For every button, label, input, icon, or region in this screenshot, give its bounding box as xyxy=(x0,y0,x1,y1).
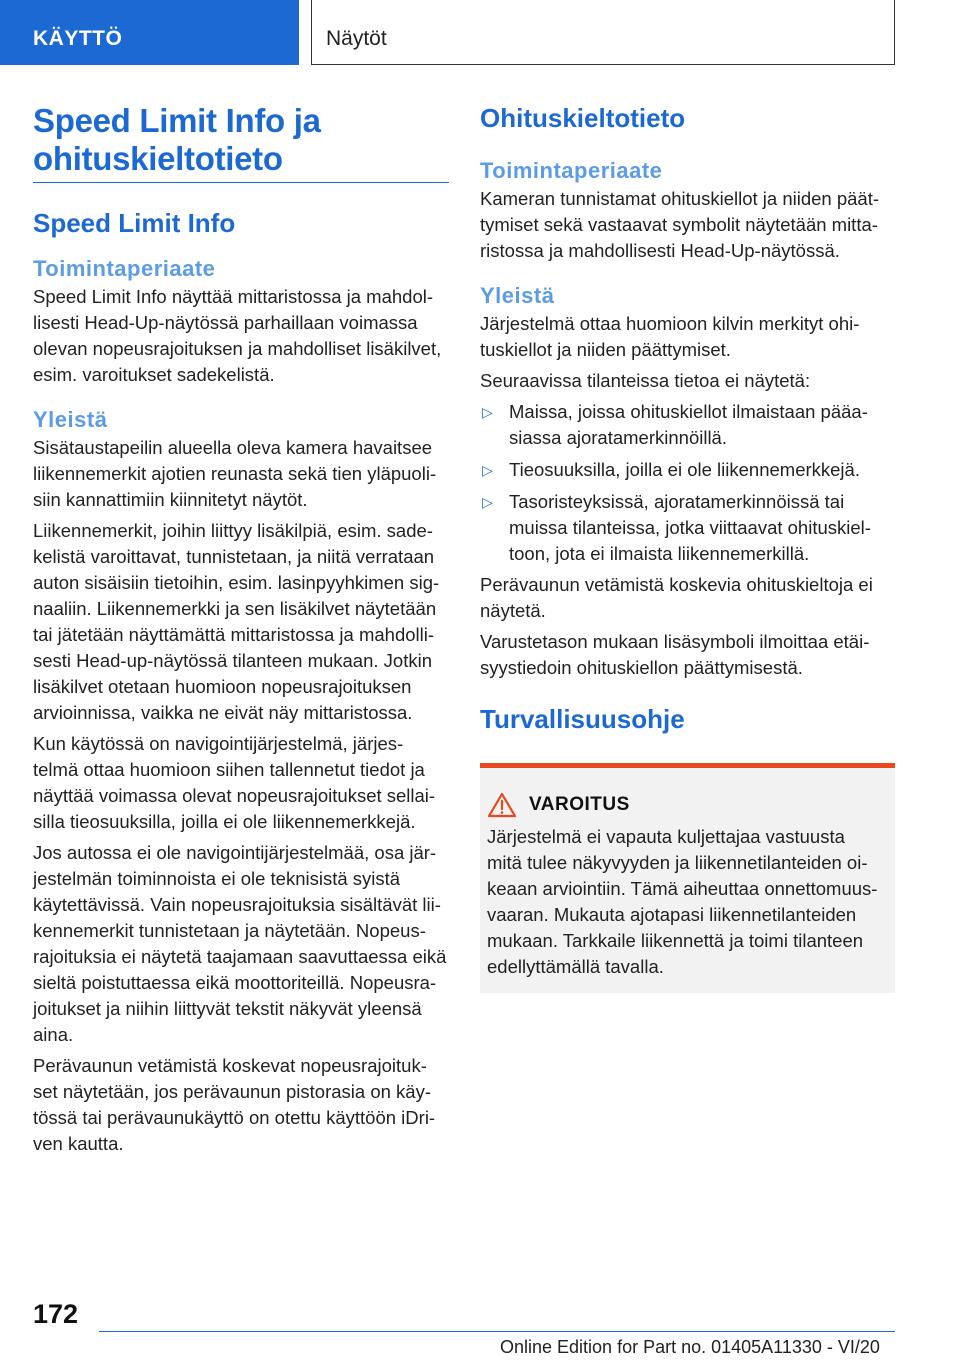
heading-speed-limit-info: Speed Limit Info xyxy=(33,208,236,238)
text-line: mukaan. Tarkkaile liikennettä ja toimi tilanteen xyxy=(487,930,864,951)
text-line: näyttää voimassa olevat nopeusrajoitukset sellai- xyxy=(33,785,436,806)
text-line: set näytetään, jos perävaunun pistorasia on käy- xyxy=(33,1081,431,1102)
subheading-general: Yleistä xyxy=(480,283,555,308)
text-line: esim. varoitukset sadekelistä. xyxy=(33,364,275,385)
bullet-triangle-icon: ▷ xyxy=(482,494,493,510)
exceptions-list xyxy=(480,399,896,567)
text-line: käytettävissä. Vain nopeusrajoituksia sisältävät lii- xyxy=(33,894,441,915)
paragraph xyxy=(33,518,449,726)
text-line: tymiset sekä vastaavat symbolit näytetään mitta- xyxy=(480,214,878,235)
paragraph xyxy=(480,629,896,681)
text-line: tössä tai perävaunukäyttö on otettu käyttöön iDri- xyxy=(33,1107,436,1128)
text-line: siassa ajoratamerkinnöillä. xyxy=(509,427,727,448)
text-line: tai jätetään näyttämättä mittaristossa ja mahdolli- xyxy=(33,624,435,645)
title-divider xyxy=(33,182,449,183)
text-line: Maissa, joissa ohituskiellot ilmaistaan pääa- xyxy=(509,401,868,422)
text-line: Järjestelmä ei vapauta kuljettajaa vastuusta xyxy=(487,826,845,847)
text-line: Perävaunun vetämistä koskevat nopeusrajoituk- xyxy=(33,1055,427,1076)
text-line: syystiedoin ohituskiellon päättymisestä. xyxy=(480,657,803,678)
text-line: kennemerkit tunnistetaan ja näytetään. Nopeus- xyxy=(33,920,426,941)
text-line: telmä ottaa huomioon siihen tallennetut tiedot ja xyxy=(33,759,425,780)
text-line: Tasoristeyksissä, ajoratamerkinnöissä tai xyxy=(509,491,845,512)
right-column xyxy=(480,102,896,735)
warning-text xyxy=(487,824,885,980)
text-line: Kun käytössä on navigointijärjestelmä, järjes- xyxy=(33,733,404,754)
warning-box xyxy=(480,763,895,993)
footer-divider xyxy=(99,1331,895,1332)
text-line: Kameran tunnistamat ohituskiellot ja niiden päät- xyxy=(480,188,880,209)
text-line: aina. xyxy=(33,1024,74,1045)
paragraph xyxy=(480,311,896,363)
text-line: sieltä poistuttaessa eikä moottoriteillä. Nopeusra- xyxy=(33,972,437,993)
heading-overtaking-info: Ohituskieltotieto xyxy=(480,103,686,133)
text-line: Speed Limit Info näyttää mittaristossa ja mahdol- xyxy=(33,286,433,307)
paragraph xyxy=(33,840,449,1048)
paragraph xyxy=(33,435,449,513)
chapter-tab[interactable]: KÄYTTÖ xyxy=(0,0,299,65)
text-line: sesti Head-up-näytössä tilanteen mukaan. Jotkin xyxy=(33,650,432,671)
text-line: jestelmän toiminnoista ei ole teknisistä syistä xyxy=(33,868,401,889)
page-title xyxy=(33,102,449,178)
text-line: Varustetason mukaan lisäsymboli ilmoittaa etäi- xyxy=(480,631,870,652)
list-item xyxy=(480,399,896,451)
paragraph-principle xyxy=(33,284,449,388)
text-line: lisesti Head-Up-näytössä parhaillaan voimassa xyxy=(33,312,418,333)
list-item xyxy=(480,489,896,567)
text-line: lisäkilvet otetaan huomioon nopeusrajoituksen xyxy=(33,676,412,697)
warning-triangle-icon xyxy=(487,792,517,818)
text-line: vaaran. Mukauta ajotapasi liikennetilanteiden xyxy=(487,904,857,925)
text-line: edellyttämällä tavalla. xyxy=(487,956,664,977)
left-column xyxy=(33,102,449,1157)
text-line: naaliin. Liikennemerkki ja sen lisäkilvet näytetään xyxy=(33,598,437,619)
subheading-principle: Toimintaperiaate xyxy=(33,256,216,281)
text-line: Tieosuuksilla, joilla ei ole liikennemerkkejä. xyxy=(509,459,860,480)
text-line: joitukset ja niihin liittyvät tekstit näkyvät yleensä xyxy=(33,998,422,1019)
bullet-triangle-icon: ▷ xyxy=(482,404,493,420)
text-line: tuskiellot ja niiden päättymiset. xyxy=(480,339,731,360)
text-line: toon, jota ei ilmaista liikennemerkillä. xyxy=(509,543,810,564)
paragraph xyxy=(480,572,896,624)
paragraph xyxy=(33,731,449,835)
bullet-triangle-icon: ▷ xyxy=(482,462,493,478)
subheading-principle: Toimintaperiaate xyxy=(480,158,663,183)
text-line: Perävaunun vetämistä koskevia ohituskieltoja ei xyxy=(480,574,873,595)
text-line: ristossa ja mahdollisesti Head-Up-näytössä. xyxy=(480,240,840,261)
text-line: mitä tulee näkyvyyden ja liikennetilanteiden oi- xyxy=(487,852,868,873)
paragraph-principle xyxy=(480,186,896,264)
paragraph: Seuraavissa tilanteissa tietoa ei näytetä: xyxy=(480,370,811,391)
text-line: ven kautta. xyxy=(33,1133,124,1154)
text-line: auton sisäisiin tietoihin, esim. lasinpyyhkimen sig- xyxy=(33,572,440,593)
text-line: siin kannattimiin kiinnitetyt näytöt. xyxy=(33,489,308,510)
text-line: arvioinnissa, vaikka ne eivät näy mittaristossa. xyxy=(33,702,413,723)
page-number: 172 xyxy=(33,1299,79,1329)
text-line: rajoituksia ei näytetä taajamaan saavuttaessa eikä xyxy=(33,946,447,967)
paragraph xyxy=(33,1053,449,1157)
text-line: Sisätaustapeilin alueella oleva kamera havaitsee xyxy=(33,437,433,458)
text-line: kelistä varoittavat, tunnistetaan, ja niitä verrataan xyxy=(33,546,435,567)
warning-header xyxy=(487,792,885,818)
text-line: liikennemerkit ajotien reunasta sekä tien yläpuoli- xyxy=(33,463,437,484)
page-title-line: ohituskieltotieto xyxy=(33,140,283,177)
text-line: olevan nopeusrajoituksen ja mahdolliset lisäkilvet, xyxy=(33,338,442,359)
edition-link[interactable]: Online Edition for Part no. 01405A11330 - VI/20 xyxy=(500,1337,880,1357)
subheading-general: Yleistä xyxy=(33,407,108,432)
text-line: muissa tilanteissa, jotka viittaavat ohituskiel- xyxy=(509,517,871,538)
text-line: Jos autossa ei ole navigointijärjestelmää, osa jär- xyxy=(33,842,437,863)
page-title-line: Speed Limit Info ja xyxy=(33,102,321,139)
text-line: keaan arviointiin. Tämä aiheuttaa onnettomuus- xyxy=(487,878,878,899)
warning-title: VAROITUS xyxy=(529,794,630,815)
text-line: Liikennemerkit, joihin liittyy lisäkilpiä, esim. sade- xyxy=(33,520,433,541)
list-item xyxy=(480,457,896,483)
heading-safety: Turvallisuusohje xyxy=(480,704,685,734)
text-line: Järjestelmä ottaa huomioon kilvin merkityt ohi- xyxy=(480,313,860,334)
text-line: näytetä. xyxy=(480,600,546,621)
text-line: silla tieosuuksilla, joilla ei ole liikennemerkkejä. xyxy=(33,811,416,832)
section-tab[interactable]: Näytöt xyxy=(311,0,895,65)
